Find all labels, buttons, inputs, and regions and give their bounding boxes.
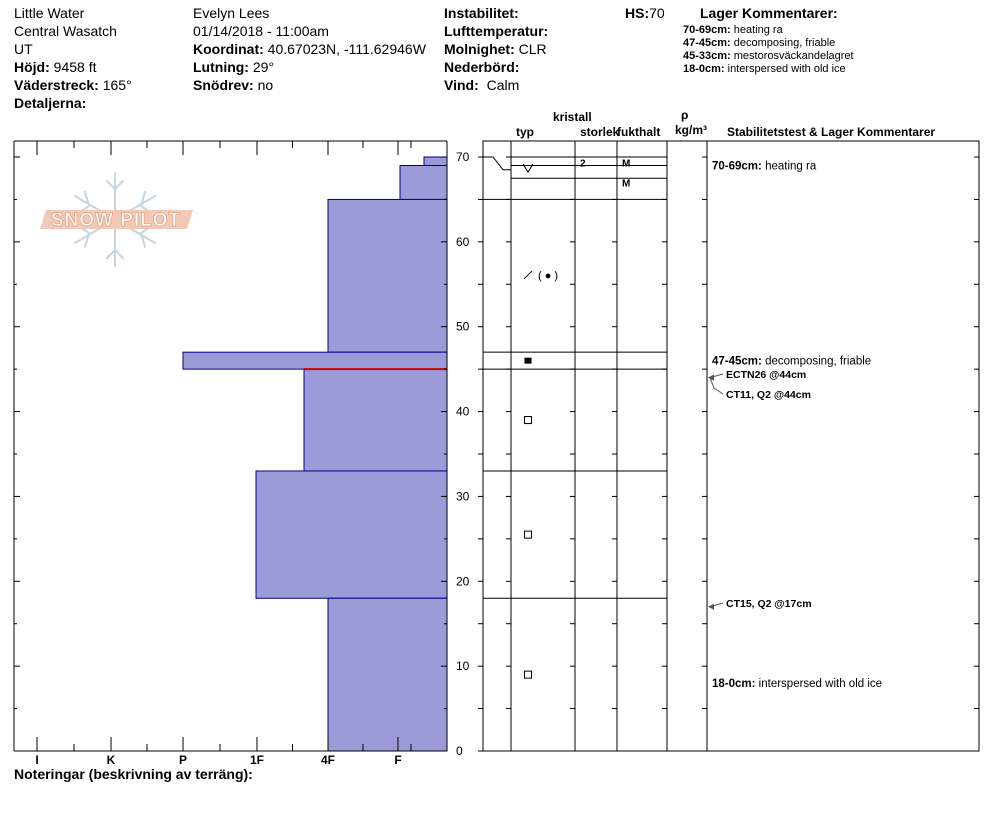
logo-text: SNOW PILOT [50,210,182,231]
hs-value: 70 [649,5,665,21]
hardness-bar [328,199,447,352]
table-layer-comment [712,678,882,690]
table-layer-comment-range: 18-0cm: [712,678,759,691]
layer-comments-title: Lager Kommentarer: [700,5,838,21]
col-moisture-header: fukthalt [617,125,661,139]
col-size-header: storlek [580,125,620,139]
details-label: Detaljerna: [14,95,87,111]
y-tick-label: 40 [456,404,470,419]
col-crystal-header: kristall [553,110,592,124]
hardness-bar [328,598,447,751]
hardness-bar [256,471,447,598]
table-border [483,141,979,751]
grain-symbol-paren: ( ● ) [538,269,559,282]
header-layer-comment: 70-69cm: heating ra [683,24,783,36]
x-tick-label: K [106,753,116,767]
header-layer-comment: 45-33cm: mestorosväckandelagret [683,50,854,62]
grain-size-value: 2 [580,158,586,170]
observer: Evelyn Lees [193,5,270,21]
x-tick-label: 4F [320,753,336,767]
hardness-bar [424,157,447,165]
notes-label: Noteringar (beskrivning av terräng): [14,766,253,782]
table-layer-comment-text: heating ra [765,160,817,173]
grain-symbol-faceted [525,531,532,538]
elevation-label: Höjd: [14,59,50,75]
coord-label: Koordinat: [193,41,264,57]
wind-loading-value: no [257,77,274,93]
hardness-bar [183,352,447,369]
hardness-bar [304,369,447,471]
aspect-value: 165° [102,77,132,93]
y-tick-label: 60 [456,234,470,249]
y-tick-label: 10 [456,659,470,674]
datetime: 01/14/2018 - 11:00am [193,23,329,39]
table-layer-comment [712,356,871,368]
wind-loading-label: Snödrev: [193,77,254,93]
grain-symbol-faceted [525,671,532,678]
header-layer-comment: 18-0cm: interspersed with old ice [683,63,846,75]
stability-test-result: CT15, Q2 @17cm [726,598,812,610]
test-arrow [710,378,723,394]
sky-label: Molnighet: [444,41,515,57]
grain-symbol-slash [524,271,532,279]
table-layer-comment-range: 47-45cm: [712,355,766,368]
snowpilot-logo [40,173,193,266]
hardness-bar [400,165,447,199]
sky-value: CLR [518,41,547,57]
table-layer-comment-text: decomposing, friable [765,355,872,368]
y-tick-label: 0 [456,744,463,758]
grain-symbol-melt-form [525,358,532,364]
x-tick-label: F [394,753,402,767]
header-layer-comment: 47-45cm: decomposing, friable [683,37,836,49]
y-tick-label: 20 [456,574,470,589]
aspect-label: Väderstreck: [14,77,99,93]
test-arrow-head [708,604,714,610]
x-tick-label: 1F [249,753,265,767]
moisture-value: M [622,158,631,170]
wind-value: Calm [486,77,520,93]
wind-label: Vind: [444,77,479,93]
x-tick-label: I [35,753,39,767]
y-tick-label: 70 [456,150,470,164]
table-layer-comment-text: interspersed with old ice [758,678,883,691]
table-layer-comment-range: 70-69cm: [712,160,766,173]
precip-label: Nederbörd: [444,59,520,75]
stability-test-result: CT11, Q2 @44cm [726,389,811,401]
col-stability-header: Stabilitetstest & Lager Kommentarer [727,125,936,139]
table-layer-comment [712,160,817,172]
col-type-header: typ [516,125,534,139]
instability-label: Instabilitet: [444,5,519,21]
col-rho-header: ρ [681,108,689,122]
y-tick-label: 30 [456,489,470,504]
slope-label: Lutning: [193,59,249,75]
grain-symbol-faceted [525,417,532,424]
location: Little Water [14,5,85,21]
stability-test-result: ECTN26 @44cm [726,369,807,381]
slope-value: 29° [252,59,275,75]
state: UT [14,41,33,57]
layer-connector [483,157,511,170]
y-tick-label: 50 [456,319,470,334]
hs-label: HS: [625,5,650,21]
col-density-header: kg/m³ [675,123,708,137]
mountain-range: Central Wasatch [14,23,117,39]
air-temp-label: Lufttemperatur: [444,23,549,39]
x-tick-label: P [178,753,188,767]
elevation-value: 9458 ft [53,59,97,75]
coord-value: 40.67023N, -111.62946W [267,41,426,57]
moisture-value: M [622,178,631,190]
